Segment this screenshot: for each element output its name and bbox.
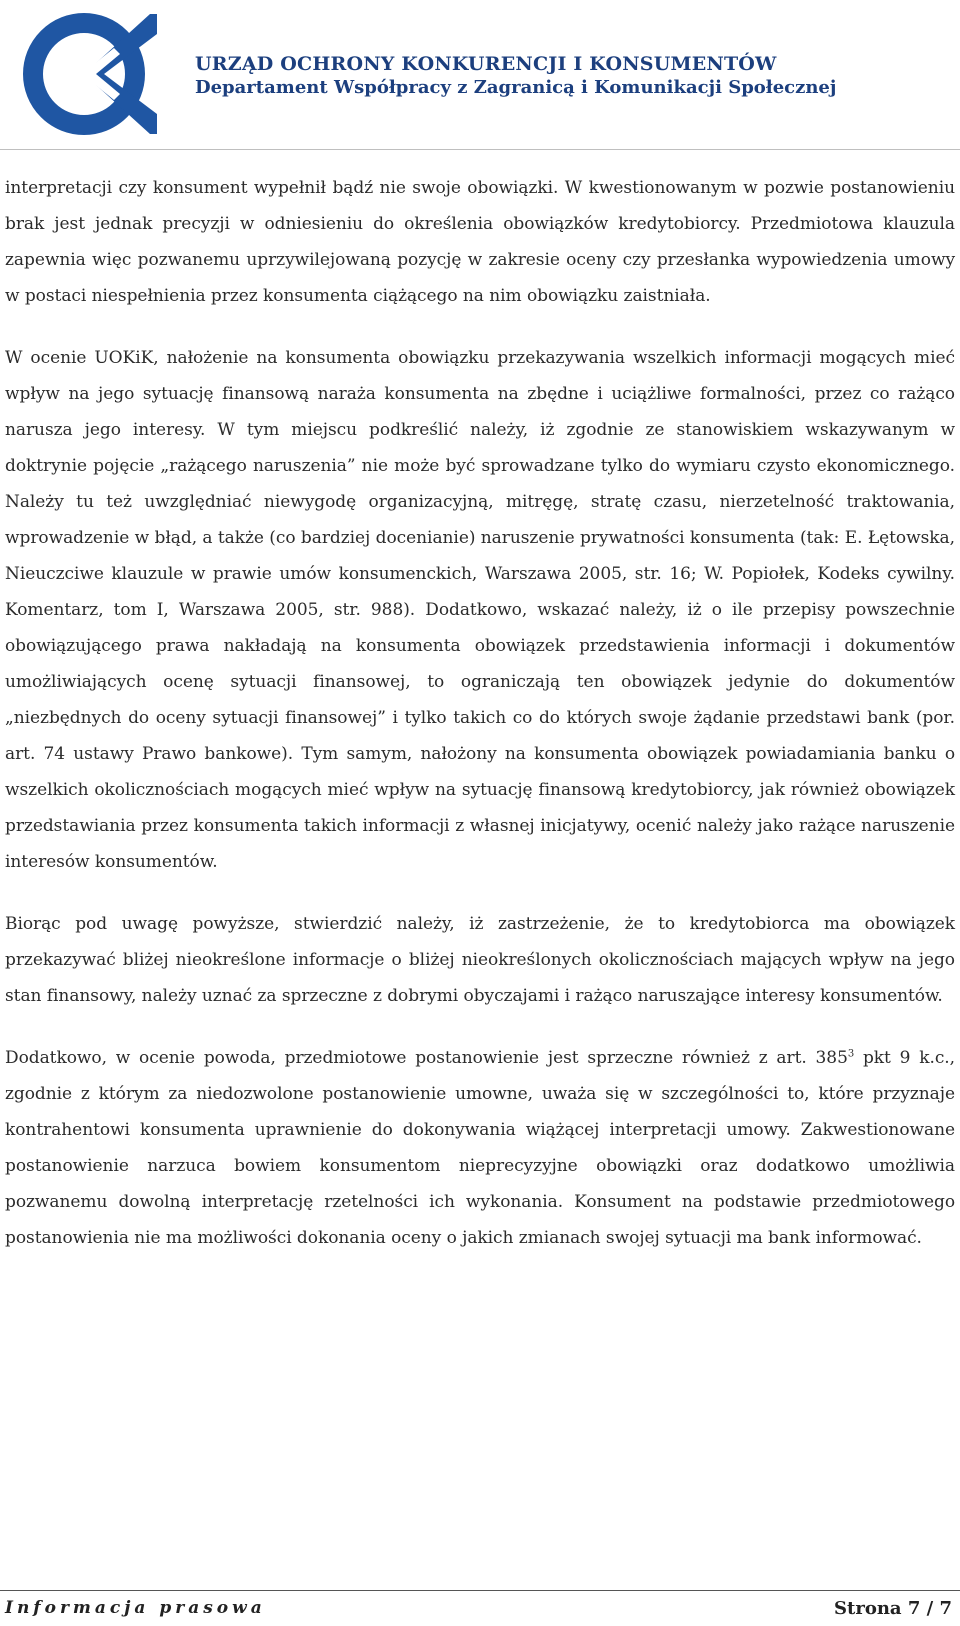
- page-header: [0, 0, 960, 150]
- footer-divider: [0, 1590, 960, 1591]
- organization-name: URZĄD OCHRONY KONKURENCJI I KONSUMENTÓW: [195, 53, 777, 75]
- organization-name-block: [195, 52, 836, 100]
- paragraph-4-rest: pkt 9 k.c., zgodnie z którym za niedozwolone postanowienie umowne, uważa się w szczególności to, które przyznaje kontrahentowi konsumenta uprawnienie do dokonywania wiążącej interpretacji umowy. Zakwestionowane postanowienie narzuca bowiem konsumentom nieprecyzyjne obowiązki oraz dodatkowo umożliwia pozwanemu dowolną interpretację rzetelności ich wykonania. Konsument na podstawie przedmiotowego postanowienia nie ma możliwości dokonania oceny o jakich zmianach swojej sytuacji ma bank informować.: [5, 1048, 955, 1248]
- page-number: Strona 7 / 7: [834, 1598, 952, 1619]
- paragraph-4-start: Dodatkowo, w ocenie powoda, przedmiotowe postanowienie jest sprzeczne również z art. 385: [5, 1048, 848, 1068]
- document-body: [5, 170, 955, 1282]
- paragraph-4: [5, 1040, 955, 1256]
- header-divider: [0, 149, 960, 150]
- article-superscript: 3: [847, 1048, 855, 1060]
- paragraph-3: Biorąc pod uwagę powyższe, stwierdzić należy, iż zastrzeżenie, że to kredytobiorca ma obowiązek przekazywać bliżej nieokreślone informacje o bliżej nieokreślonych okolicznościach mających wpływ na jego stan finansowy, należy uznać za sprzeczne z dobrymi obyczajami i rażąco naruszające interesy konsumentów.: [5, 914, 955, 1006]
- paragraph-1: interpretacji czy konsument wypełnił bądź nie swoje obowiązki. W kwestionowanym w pozwie postanowieniu brak jest jednak precyzji w odniesieniu do określenia obowiązków kredytobiorcy. Przedmiotowa klauzula zapewnia więc pozwanemu uprzywilejowaną pozycję w zakresie oceny czy przesłanka wypowiedzenia umowy w postaci niespełnienia przez konsumenta ciążącego na nim obowiązku zaistniała.: [5, 178, 955, 306]
- paragraph-2: W ocenie UOKiK, nałożenie na konsumenta obowiązku przekazywania wszelkich informacji mogących mieć wpływ na jego sytuację finansową naraża konsumenta na zbędne i uciążliwe formalności, przez co rażąco narusza jego interesy. W tym miejscu podkreślić należy, iż zgodnie ze stanowiskiem wskazywanym w doktrynie pojęcie „rażącego naruszenia” nie może być sprowadzane tylko do wymiaru czysto ekonomicznego. Należy tu też uwzględniać niewygodę organizacyjną, mitręgę, stratę czasu, nierzetelność traktowania, wprowadzenie w błąd, a także (co bardziej docenianie) naruszenie prywatności konsumenta (tak: E. Łętowska, Nieuczciwe klauzule w prawie umów konsumenckich, Warszawa 2005, str. 16; W. Popiołek, Kodeks cywilny. Komentarz, tom I, Warszawa 2005, str. 988). Dodatkowo, wskazać należy, iż o ile przepisy powszechnie obowiązującego prawa nakładają na konsumenta obowiązek przedstawienia informacji i dokumentów umożliwiających ocenę sytuacji finansowej, to ograniczają ten obowiązek jedynie do dokumentów „niezbędnych do oceny sytuacji finansowej” i tylko takich co do których swoje żądanie przedstawi bank (por. art. 74 ustawy Prawo bankowe). Tym samym, nałożony na konsumenta obowiązek powiadamiania banku o wszelkich okolicznościach mogących mieć wpływ na sytuację finansową kredytobiorcy, jak również obowiązek przedstawiania przez konsumenta takich informacji z własnej inicjatywy, ocenić należy jako rażące naruszenie interesów konsumentów.: [5, 348, 955, 872]
- footer-label: Informacja prasowa: [5, 1598, 266, 1618]
- uokik-logo-icon: [22, 10, 157, 145]
- department-name: Departament Współpracy z Zagranicą i Komunikacji Społecznej: [195, 77, 837, 98]
